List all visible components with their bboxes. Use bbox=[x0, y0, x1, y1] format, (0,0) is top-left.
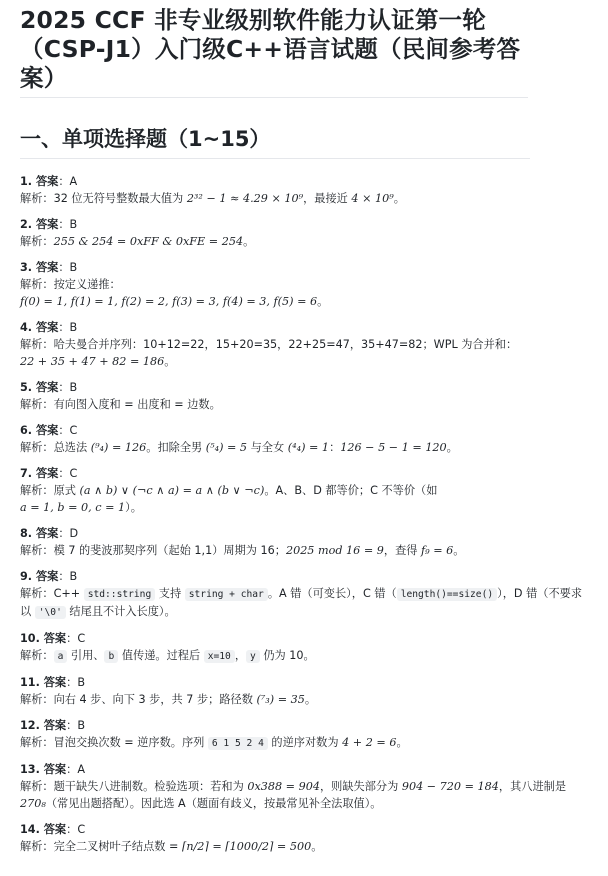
answer-line: 7. 答案：C bbox=[20, 467, 78, 480]
answer-label: 答案 bbox=[43, 632, 67, 645]
explanation-text: ，则缺失部分为 bbox=[319, 780, 402, 793]
question-item bbox=[20, 630, 588, 665]
answer-label: 答案 bbox=[43, 676, 67, 689]
answer-value: B bbox=[77, 676, 85, 689]
explanation-text: 向右 4 步、向下 3 步，共 7 步；路径数 bbox=[53, 693, 257, 706]
answer-label: 答案 bbox=[35, 467, 59, 480]
math-expression: 904 − 720 = 184 bbox=[401, 780, 499, 793]
question-item bbox=[20, 379, 588, 413]
explanation-text: 仍为 10。 bbox=[259, 649, 315, 662]
question-number: 9. bbox=[20, 570, 36, 583]
answer-line: 1. 答案：A bbox=[20, 175, 78, 188]
answer-value: A bbox=[69, 175, 78, 188]
answer-value: A bbox=[77, 763, 85, 776]
explanation bbox=[20, 439, 588, 456]
question-number: 4. bbox=[20, 321, 36, 334]
explanation-label: 解析： bbox=[20, 338, 54, 351]
question-item bbox=[20, 525, 588, 559]
explanation-text: 值传递。过程后 bbox=[118, 649, 204, 662]
answer-value: B bbox=[69, 381, 78, 394]
answer-value: B bbox=[69, 261, 78, 274]
math-expression: a = 1, b = 0, c = 1 bbox=[20, 501, 126, 514]
question-number: 13. bbox=[20, 763, 44, 776]
question-number: 14. bbox=[20, 823, 44, 836]
answer-value: C bbox=[77, 632, 86, 645]
math-expression: f₉ = 6 bbox=[421, 544, 454, 557]
answer-line: 9. 答案：B bbox=[20, 570, 78, 583]
explanation-text: ），D 错（不要求以 bbox=[20, 587, 583, 618]
explanation-text: 。A 错（可变长），C 错（ bbox=[267, 587, 397, 600]
answer-line: 8. 答案：D bbox=[20, 527, 79, 540]
inline-code: y bbox=[246, 650, 260, 663]
explanation-label: 解析： bbox=[20, 840, 54, 853]
answer-value: B bbox=[69, 218, 78, 231]
question-item bbox=[20, 568, 588, 621]
answer-value: C bbox=[77, 823, 86, 836]
answer-value: C bbox=[69, 467, 78, 480]
answer-label: 答案 bbox=[35, 218, 59, 231]
answer-value: D bbox=[69, 527, 79, 540]
answer-line: 12. 答案：B bbox=[20, 719, 85, 732]
explanation-text: 原式 bbox=[53, 484, 80, 497]
explanation-text: ）。 bbox=[125, 501, 142, 514]
answer-label: 答案 bbox=[43, 719, 67, 732]
answer-label: 答案 bbox=[43, 763, 67, 776]
math-expression: 22 + 35 + 47 + 82 = 186 bbox=[20, 355, 165, 368]
math-expression: 270₈ bbox=[20, 797, 46, 810]
explanation bbox=[20, 734, 588, 752]
answer-line: 2. 答案：B bbox=[20, 218, 78, 231]
math-expression: ⌈n/2⌉ = ⌈1000/2⌉ = 500 bbox=[181, 840, 312, 853]
explanation-text: 模 7 的斐波那契序列（起始 1,1）周期为 16； bbox=[53, 544, 286, 557]
explanation-text: 总选法 bbox=[53, 441, 91, 454]
explanation-label: 解析： bbox=[20, 544, 54, 557]
page-title: 2025 CCF 非专业级别软件能力认证第一轮（CSP-J1）入门级C++语言试题（民间参考答案） bbox=[20, 6, 528, 98]
inline-code: 6 1 5 2 4 bbox=[208, 737, 268, 750]
explanation bbox=[20, 396, 588, 413]
question-item bbox=[20, 319, 588, 370]
explanation-label: 解析： bbox=[20, 235, 54, 248]
explanation bbox=[20, 276, 588, 310]
question-item bbox=[20, 821, 588, 855]
explanation-text: 按定义递推： bbox=[53, 278, 121, 291]
question-number: 2. bbox=[20, 218, 36, 231]
answer-label: 答案 bbox=[35, 527, 59, 540]
question-item bbox=[20, 465, 588, 516]
math-expression: (⁹₄) = 126 bbox=[90, 441, 147, 454]
answer-line: 6. 答案：C bbox=[20, 424, 78, 437]
explanation-text: ，查得 bbox=[383, 544, 422, 557]
questions-list bbox=[20, 173, 588, 855]
answer-label: 答案 bbox=[35, 570, 59, 583]
explanation-text: 。扣除全男 bbox=[146, 441, 206, 454]
answer-line: 11. 答案：B bbox=[20, 676, 85, 689]
question-item bbox=[20, 761, 588, 812]
explanation-text: 。A、B、D 都等价；C 不等价（如 bbox=[264, 484, 438, 497]
explanation-text: 。 bbox=[311, 840, 323, 853]
explanation bbox=[20, 542, 588, 559]
answer-label: 答案 bbox=[35, 261, 59, 274]
math-expression: 4 + 2 = 6 bbox=[342, 736, 397, 749]
inline-code: '\0' bbox=[35, 606, 66, 619]
explanation-text: 。 bbox=[164, 355, 176, 368]
math-expression: 2³² − 1 ≈ 4.29 × 10⁹ bbox=[186, 192, 304, 205]
explanation bbox=[20, 778, 588, 812]
explanation bbox=[20, 190, 588, 207]
math-expression: (a ∧ b) ∨ (¬c ∧ a) = a ∧ (b ∨ ¬c) bbox=[79, 484, 265, 497]
explanation-text: （常见出题搭配）。因此选 A（题面有歧义，按最常见补全法取值）。 bbox=[45, 797, 382, 810]
question-item bbox=[20, 674, 588, 708]
explanation-text: 。 bbox=[304, 693, 317, 706]
explanation-label: 解析： bbox=[20, 587, 54, 600]
explanation-label: 解析： bbox=[20, 649, 54, 662]
question-item bbox=[20, 422, 588, 456]
math-expression: 2025 mod 16 = 9 bbox=[285, 544, 384, 557]
answer-label: 答案 bbox=[43, 823, 67, 836]
inline-code: string + char bbox=[185, 588, 268, 601]
question-item bbox=[20, 259, 588, 310]
answer-line: 10. 答案：C bbox=[20, 632, 86, 645]
explanation-text: 哈夫曼合并序列：10+12=22，15+20=35，22+25=47，35+47=82；WPL 为合并和： bbox=[53, 338, 518, 351]
answer-value: B bbox=[69, 570, 78, 583]
explanation bbox=[20, 838, 588, 855]
explanation-label: 解析： bbox=[20, 736, 54, 749]
explanation-label: 解析： bbox=[20, 398, 54, 411]
question-number: 5. bbox=[20, 381, 36, 394]
explanation-text: 32 位无符号整数最大值为 bbox=[53, 192, 187, 205]
question-number: 7. bbox=[20, 467, 36, 480]
explanation-label: 解析： bbox=[20, 484, 54, 497]
explanation-text: 冒泡交换次数 = 逆序数。序列 bbox=[53, 736, 208, 749]
question-item bbox=[20, 216, 588, 250]
math-expression: f(0) = 1, f(1) = 1, f(2) = 2, f(3) = 3, f(4) = 3, f(5) = 6 bbox=[20, 295, 318, 308]
answer-value: B bbox=[77, 719, 85, 732]
explanation-text: 结尾且不计入长度）。 bbox=[65, 605, 176, 618]
explanation-label: 解析： bbox=[20, 278, 54, 291]
math-expression: (⁴₄) = 1 bbox=[287, 441, 330, 454]
explanation-label: 解析： bbox=[20, 192, 54, 205]
answer-label: 答案 bbox=[35, 175, 59, 188]
question-number: 8. bbox=[20, 527, 36, 540]
explanation-label: 解析： bbox=[20, 441, 54, 454]
explanation-text: 。 bbox=[243, 235, 255, 248]
inline-code: length()==size() bbox=[397, 588, 497, 601]
question-number: 1. bbox=[20, 175, 36, 188]
explanation-text: C++ bbox=[53, 587, 84, 600]
math-expression: 0x388 = 904 bbox=[247, 780, 320, 793]
explanation-text: 题干缺失八进制数。检验选项：若和为 bbox=[53, 780, 248, 793]
explanation-text: 。 bbox=[453, 544, 465, 557]
question-number: 10. bbox=[20, 632, 44, 645]
answer-line: 4. 答案：B bbox=[20, 321, 78, 334]
explanation-text: 。 bbox=[317, 295, 329, 308]
math-expression: (⁷₃) = 35 bbox=[256, 693, 305, 706]
inline-code: a bbox=[54, 650, 68, 663]
inline-code: std::string bbox=[84, 588, 156, 601]
explanation bbox=[20, 647, 588, 665]
answer-line: 13. 答案：A bbox=[20, 763, 85, 776]
explanation-text: 完全二叉树叶子结点数 = bbox=[53, 840, 182, 853]
explanation-text: 。 bbox=[446, 441, 458, 454]
explanation-label: 解析： bbox=[20, 780, 54, 793]
math-expression: (⁵₄) = 5 bbox=[205, 441, 248, 454]
inline-code: b bbox=[104, 650, 118, 663]
answer-line: 3. 答案：B bbox=[20, 261, 78, 274]
explanation-text: 与全女 bbox=[247, 441, 288, 454]
explanation-text: ： bbox=[329, 441, 341, 454]
explanation-text: 的逆序对数为 bbox=[267, 736, 343, 749]
question-number: 12. bbox=[20, 719, 44, 732]
question-number: 11. bbox=[20, 676, 44, 689]
question-item bbox=[20, 717, 588, 752]
explanation bbox=[20, 691, 588, 708]
question-item bbox=[20, 173, 588, 207]
answer-label: 答案 bbox=[35, 321, 59, 334]
question-number: 3. bbox=[20, 261, 36, 274]
question-number: 6. bbox=[20, 424, 36, 437]
inline-code: x=10 bbox=[204, 650, 235, 663]
answer-line: 5. 答案：B bbox=[20, 381, 78, 394]
explanation bbox=[20, 336, 588, 370]
math-expression: 126 − 5 − 1 = 120 bbox=[340, 441, 447, 454]
answer-value: B bbox=[69, 321, 78, 334]
answer-label: 答案 bbox=[35, 424, 59, 437]
explanation-text: 有向图入度和 = 出度和 = 边数。 bbox=[53, 398, 221, 411]
explanation-text: ， bbox=[234, 649, 247, 662]
answer-line: 14. 答案：C bbox=[20, 823, 86, 836]
explanation-text: 。 bbox=[393, 192, 405, 205]
math-expression: 255 & 254 = 0xFF & 0xFE = 254 bbox=[53, 235, 244, 248]
explanation bbox=[20, 585, 588, 621]
explanation bbox=[20, 233, 588, 250]
explanation-label: 解析： bbox=[20, 693, 54, 706]
math-expression: 4 × 10⁹ bbox=[351, 192, 394, 205]
answer-value: C bbox=[69, 424, 78, 437]
section-title: 一、单项选择题（1~15） bbox=[20, 126, 530, 159]
explanation bbox=[20, 482, 588, 516]
explanation-text: 支持 bbox=[155, 587, 185, 600]
explanation-text: 。 bbox=[396, 736, 408, 749]
explanation-text: 引用、 bbox=[67, 649, 105, 662]
answer-label: 答案 bbox=[35, 381, 59, 394]
explanation-text: ，其八进制是 bbox=[498, 780, 567, 793]
explanation-text: ，最接近 bbox=[303, 192, 352, 205]
